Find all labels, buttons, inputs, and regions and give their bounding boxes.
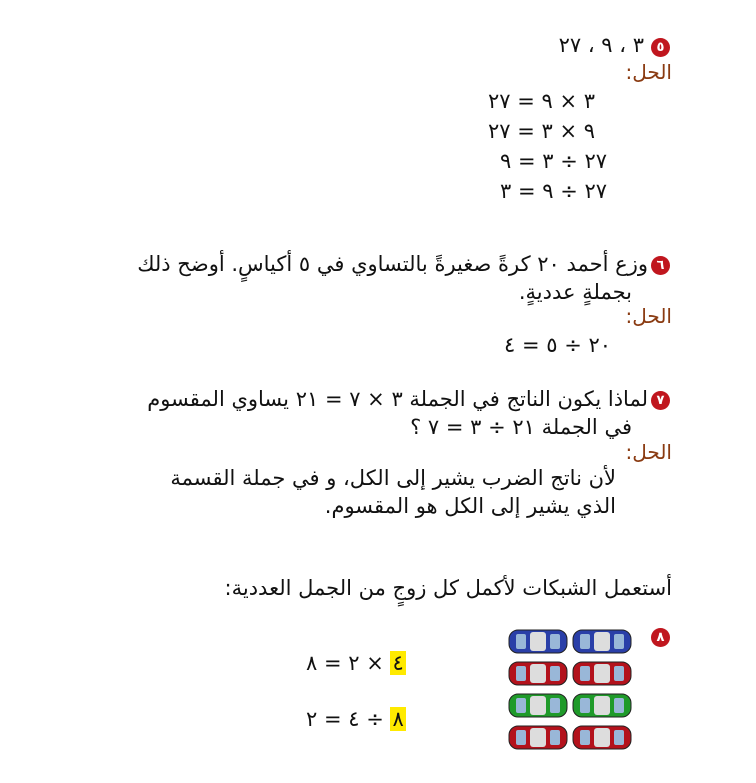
car-icon	[572, 660, 632, 687]
q7-text-line2: في الجملة ٢١ ÷ ٣ = ٧ ؟	[410, 415, 632, 439]
q5-equation: ٩ × ٣ = ٢٧	[488, 119, 596, 143]
q8-eq2-filled-value: ٨	[392, 707, 404, 731]
car-row	[508, 692, 632, 719]
q6-text-line2: بجملةٍ عدديةٍ.	[518, 280, 632, 304]
question-7-badge: ٧	[651, 391, 670, 410]
question-8-badge: ٨	[651, 628, 670, 647]
q5-equation: ٣ × ٩ = ٢٧	[488, 89, 596, 113]
car-icon	[508, 724, 568, 751]
q7-text-line1: لماذا يكون الناتج في الجملة ٣ × ٧ = ٢١ يساوي المقسوم	[147, 387, 648, 411]
car-icon	[572, 628, 632, 655]
car-row	[508, 724, 632, 751]
q6-solution-label: الحل:	[625, 304, 672, 328]
q8-eq1-filled-value: ٤	[392, 651, 404, 675]
q6-equation: ٢٠ ÷ ٥ = ٤	[504, 333, 612, 357]
q5-equation: ٢٧ ÷ ٩ = ٣	[500, 179, 608, 203]
q8-eq2-rest: ÷ ٤ = ٢	[306, 707, 391, 731]
q7-answer-line2: الذي يشير إلى الكل هو المقسوم.	[324, 494, 616, 518]
q5-solution-label: الحل:	[625, 60, 672, 84]
q7-solution-label: الحل:	[625, 440, 672, 464]
q8-equation-1	[306, 648, 406, 678]
q8-eq1-rest: × ٢ = ٨	[306, 651, 391, 675]
car-icon	[572, 724, 632, 751]
car-icon	[508, 628, 568, 655]
instruction-text: أستعمل الشبكات لأكمل كل زوجٍ من الجمل العددية:	[224, 576, 672, 600]
car-icon	[508, 692, 568, 719]
car-row	[508, 628, 632, 655]
q5-sequence: ٣ ، ٩ ، ٢٧	[558, 33, 644, 57]
q5-equations	[488, 86, 607, 206]
car-icon	[572, 692, 632, 719]
car-grid	[508, 628, 632, 756]
car-icon	[508, 660, 568, 687]
q7-answer-line1: لأن ناتج الضرب يشير إلى الكل، و في جملة القسمة	[170, 466, 616, 490]
q8-equation-2	[306, 704, 406, 734]
question-5-badge: ٥	[651, 38, 670, 57]
car-row	[508, 660, 632, 687]
q5-equation: ٢٧ ÷ ٣ = ٩	[500, 149, 608, 173]
question-6-badge: ٦	[651, 256, 670, 275]
q6-text-line1: وزع أحمد ٢٠ كرةً صغيرةً بالتساوي في ٥ أكياسٍ. أوضح ذلك	[137, 252, 648, 276]
